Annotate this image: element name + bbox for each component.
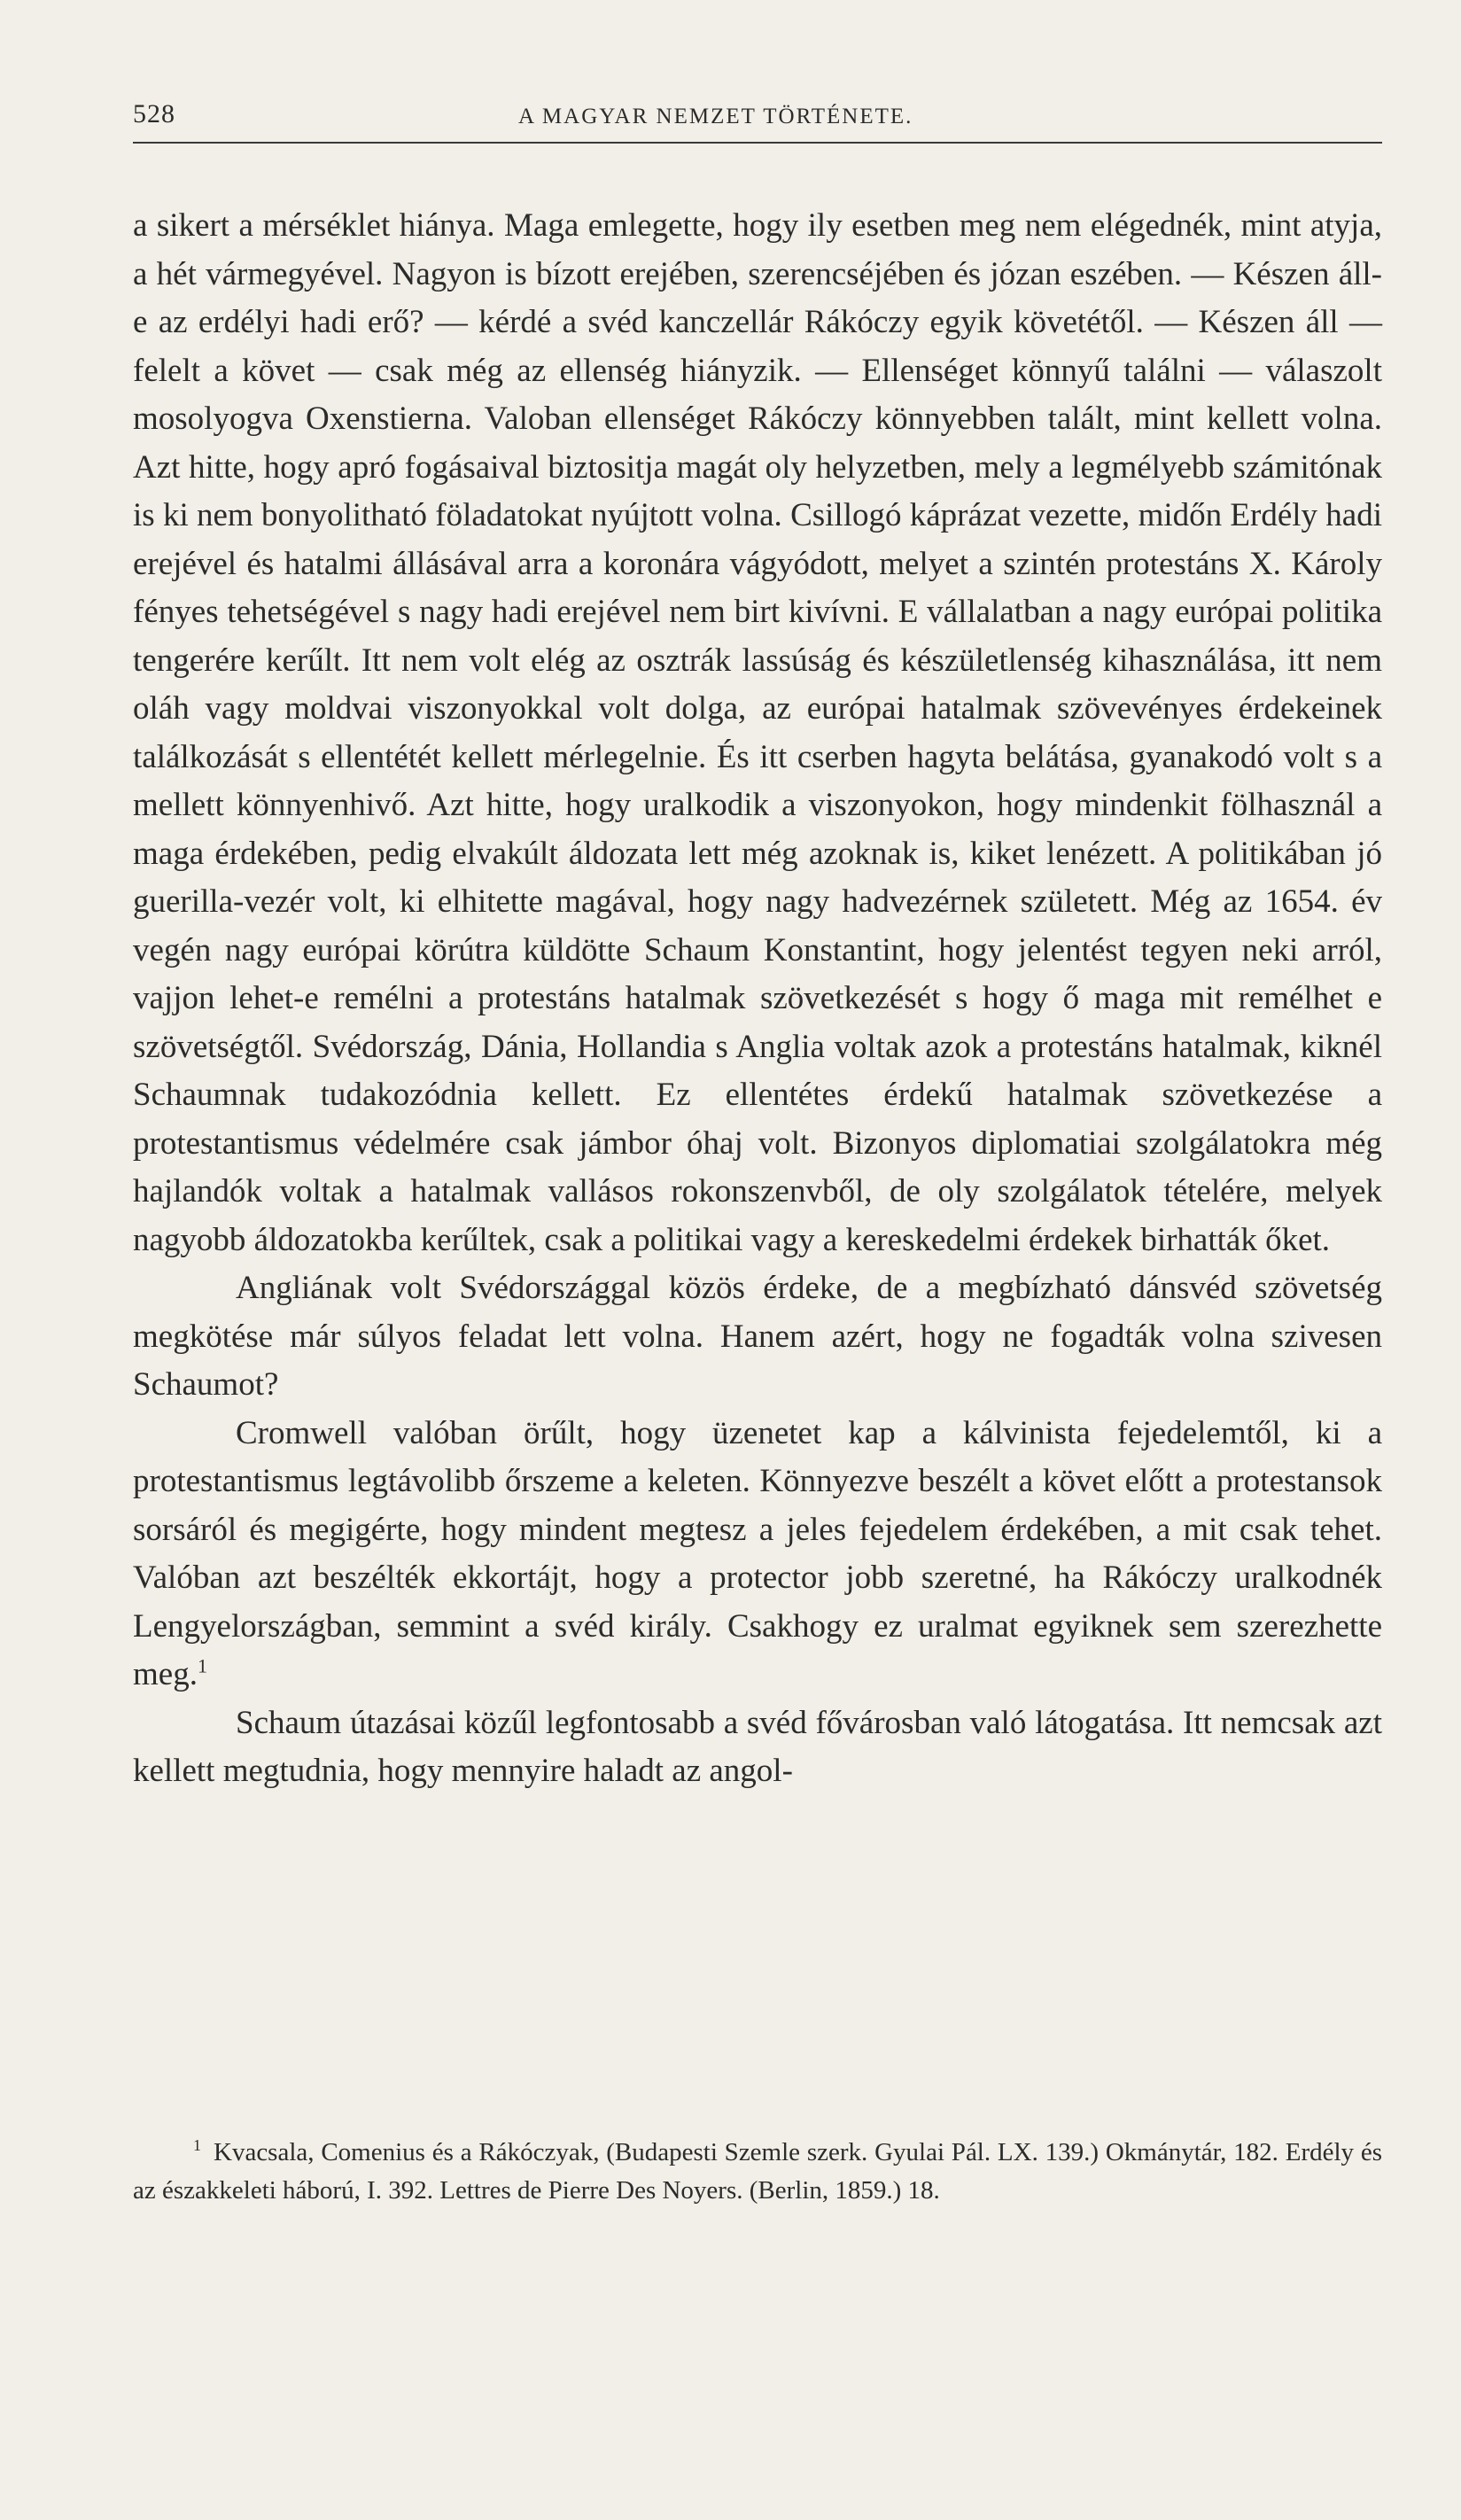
page-number: 528 <box>133 99 175 128</box>
body-text <box>133 202 1382 1796</box>
running-head <box>133 99 1382 144</box>
footnote-reference[interactable]: 1 <box>197 1654 207 1677</box>
footnote <box>133 2134 1382 2210</box>
running-title: A MAGYAR NEMZET TÖRTÉNETE. <box>518 105 913 128</box>
paragraph-4 <box>133 1699 1382 1796</box>
paragraph-4-text: Schaum útazásai közűl legfontosabb a svéd fővárosban való látogatása. Itt nemcsak azt kellett megtudnia, hogy mennyire haladt az angol- <box>133 1704 1382 1789</box>
paragraph-1-text: a sikert a mérséklet hiánya. Maga emlegette, hogy ily esetben meg nem elégednék, mint atyja, a hét vármegyével. Nagyon is bízott erejében, szerencséjében és józan eszében. — Készen áll-e az erdélyi hadi erő? — kérdé a svéd kanczellár Rákóczy egyik követétől. — Készen áll — felelt a követ — csak még az ellenség hiányzik. — Ellenséget könnyű találni — válaszolt mosolyogva Oxenstierna. Valoban ellenséget Rákóczy könnyebben talált, mint kellett volna. Azt hitte, hogy apró fogásaival biztositja magát oly helyzetben, mely a legmélyebb számitónak is ki nem bonyolitható föladatokat nyújtott volna. Csillogó káprázat vezette, midőn Erdély hadi erejével és hatalmi állásával arra a koronára vágyódott, melyet a szintén protestáns X. Károly fényes tehetségével s nagy hadi erejével nem birt kivívni. E vállalatban a nagy európai politika tengerére kerűlt. Itt nem volt elég az osztrák lassúság és készületlenség kihasználása, itt nem oláh vagy moldvai viszonyokkal volt dolga, az európai hatalmak szövevényes érdekeinek találkozását s ellentétét kellett mérlegelnie. És itt cserben hagyta belátása, gyanakodó volt s a mellett könnyenhivő. Azt hitte, hogy uralkodik a viszonyokon, hogy mindenkit fölhasznál a maga érdekében, pedig elvakúlt áldozata lett még azoknak is, kiket lenézett. A politikában jó guerilla-vezér volt, ki elhitette magával, hogy nagy hadvezérnek született. Még az 1654. év vegén nagy európai körútra küldötte Schaum Konstantint, hogy jelentést tegyen neki arról, vajjon lehet-e remélni a protestáns hatalmak szövetkezését s hogy ő maga mit remélhet e szövetségtől. Svédország, Dánia, Hollandia s Anglia voltak azok a protestáns hatalmak, kiknél Schaumnak tudakozódnia kellett. Ez ellentétes érdekű hatalmak szövetkezése a protestantismus védelmére csak jámbor óhaj volt. Bizonyos diplomatiai szolgálatokra még hajlandók voltak a hatalmak vallásos rokonszenvből, de oly szolgálatok tételére, melyek nagyobb áldozatokba kerűltek, csak a politikai vagy a kereskedelmi érdekek birhatták őket. <box>133 207 1382 1258</box>
paragraph-2 <box>133 1264 1382 1410</box>
paragraph-3-text: Cromwell valóban örűlt, hogy üzenetet kap a kálvinista fejedelemtől, ki a protestantismus legtávolibb őrszeme a keleten. Könnyezve beszélt a követ előtt a protestansok sorsáról és megigérte, hogy mindent megtesz a jeles fejedelem érdekében, a mit csak tehet. Valóban azt beszélték ekkortájt, hogy a protector jobb szeretné, ha Rákóczy uralkodnék Lengyelországban, semmint a svéd király. Csakhogy ez uralmat egyiknek sem szerezhette meg. <box>133 1414 1382 1692</box>
header-rule <box>133 142 1382 144</box>
paragraph-3 <box>133 1410 1382 1699</box>
paragraph-2-text: Angliának volt Svédországgal közös érdeke, de a megbízható dánsvéd szövetség megkötése már súlyos feladat lett volna. Hanem azért, hogy ne fogadták volna szivesen Schaumot? <box>133 1270 1382 1403</box>
footnote-mark: 1 <box>193 2136 201 2155</box>
footnote-text: Kvacsala, Comenius és a Rákóczyak, (Budapesti Szemle szerk. Gyulai Pál. LX. 139.) Okmánytár, 182. Erdély és az északkeleti háború, I. 392. Lettres de Pierre Des Noyers. (Berlin, 1859.) 18. <box>133 2138 1382 2205</box>
paragraph-1 <box>133 202 1382 1264</box>
